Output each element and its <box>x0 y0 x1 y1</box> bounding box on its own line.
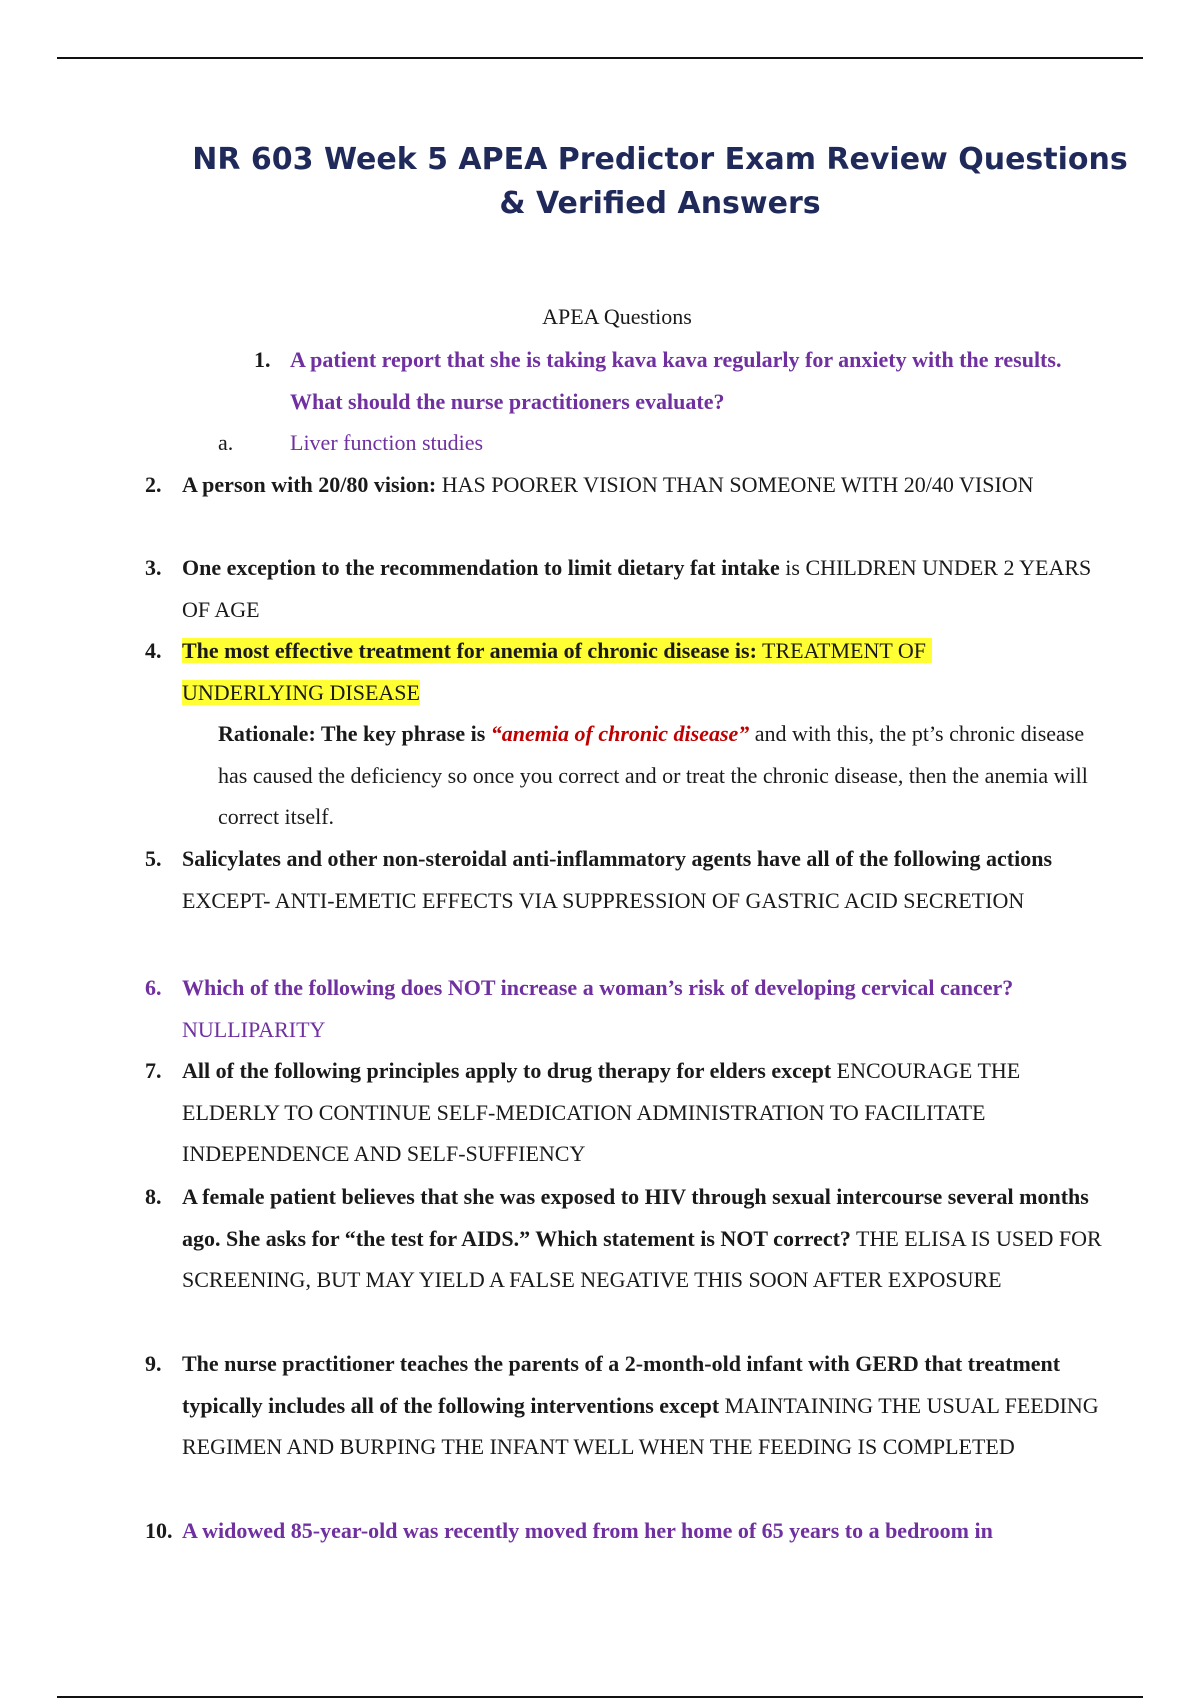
question-number: 1. <box>254 347 271 372</box>
question-text: A patient report that she is taking kava kava regularly for anxiety with the results. What should the nurse practitioners evaluate? <box>290 347 1067 414</box>
question-text: The nurse practitioner teaches the parents of a 2-month-old infant with GERD that treatment typically includes all of the following interventions except <box>182 1351 1066 1418</box>
question-text: A person with 20/80 vision: <box>182 472 437 497</box>
question-number: 10. <box>145 1518 173 1543</box>
question-number: 3. <box>145 555 162 580</box>
question-text: A widowed 85-year-old was recently moved from her home of 65 years to a bedroom in <box>182 1518 993 1543</box>
option-text: Liver function studies <box>290 430 484 455</box>
question-number: 9. <box>145 1351 162 1376</box>
section-heading: APEA Questions <box>542 304 692 329</box>
answer-text: MAINTAINING THE USUAL FEEDING REGIMEN AND BURPING THE INFANT WELL WHEN THE FEEDING IS COMPLETED <box>182 1392 1105 1459</box>
answer-text: is CHILDREN UNDER 2 YEARS OF AGE <box>182 555 1097 622</box>
question-number: 2. <box>145 472 162 497</box>
question-text: A female patient believes that she was exposed to HIV through sexual intercourse several months ago. She asks for “the test for AIDS.” Which statement is NOT correct? <box>182 1184 1095 1251</box>
answer-text: ENCOURAGE THE ELDERLY TO CONTINUE SELF-MEDICATION ADMINISTRATION TO FACILITATE INDEPENDENCE AND SELF-SUFFIENCY <box>182 1058 1026 1166</box>
top-rule <box>57 57 1143 59</box>
question-text: The most effective treatment for anemia of chronic disease is: <box>182 638 757 663</box>
question-text: Salicylates and other non-steroidal anti-inflammatory agents have all of the following actions <box>182 846 1053 871</box>
question-text: All of the following principles apply to drug therapy for elders except <box>182 1058 832 1083</box>
rationale-label: Rationale: The key phrase is <box>218 721 491 746</box>
title-line-2: & Verified Answers <box>499 186 821 221</box>
question-text: Which of the following does NOT increase a woman’s risk of developing cervical cancer? <box>182 975 1014 1000</box>
rationale-text: and with this, the pt’s chronic disease has caused the deficiency so once you correct and or treat the chronic disease, then the anemia will correct itself. <box>218 721 1088 829</box>
question-text: One exception to the recommendation to limit dietary fat intake <box>182 555 780 580</box>
rationale-key-phrase: “anemia of chronic disease” <box>490 721 750 746</box>
answer-text: THE ELISA IS USED FOR SCREENING, BUT MAY YIELD A FALSE NEGATIVE THIS SOON AFTER EXPOSURE <box>182 1225 1108 1292</box>
question-number: 4. <box>145 638 162 663</box>
bottom-rule <box>57 1696 1143 1698</box>
question-number: 7. <box>145 1058 162 1083</box>
title-line-1: NR 603 Week 5 APEA Predictor Exam Review Questions <box>192 142 1128 177</box>
answer-text: TREATMENT OF UNDERLYING DISEASE <box>182 638 932 705</box>
question-number: 8. <box>145 1184 162 1209</box>
rationale <box>218 713 1088 838</box>
question-number: 5. <box>145 846 162 871</box>
option-letter: a. <box>218 430 234 455</box>
question-number: 6. <box>145 975 162 1000</box>
answer-text: NULLIPARITY <box>182 975 1019 1042</box>
document-title <box>0 138 1200 226</box>
answer-text: HAS POORER VISION THAN SOMEONE WITH 20/40 VISION <box>436 472 1034 497</box>
answer-text: EXCEPT- ANTI-EMETIC EFFECTS VIA SUPPRESSION OF GASTRIC ACID SECRETION <box>182 846 1058 913</box>
